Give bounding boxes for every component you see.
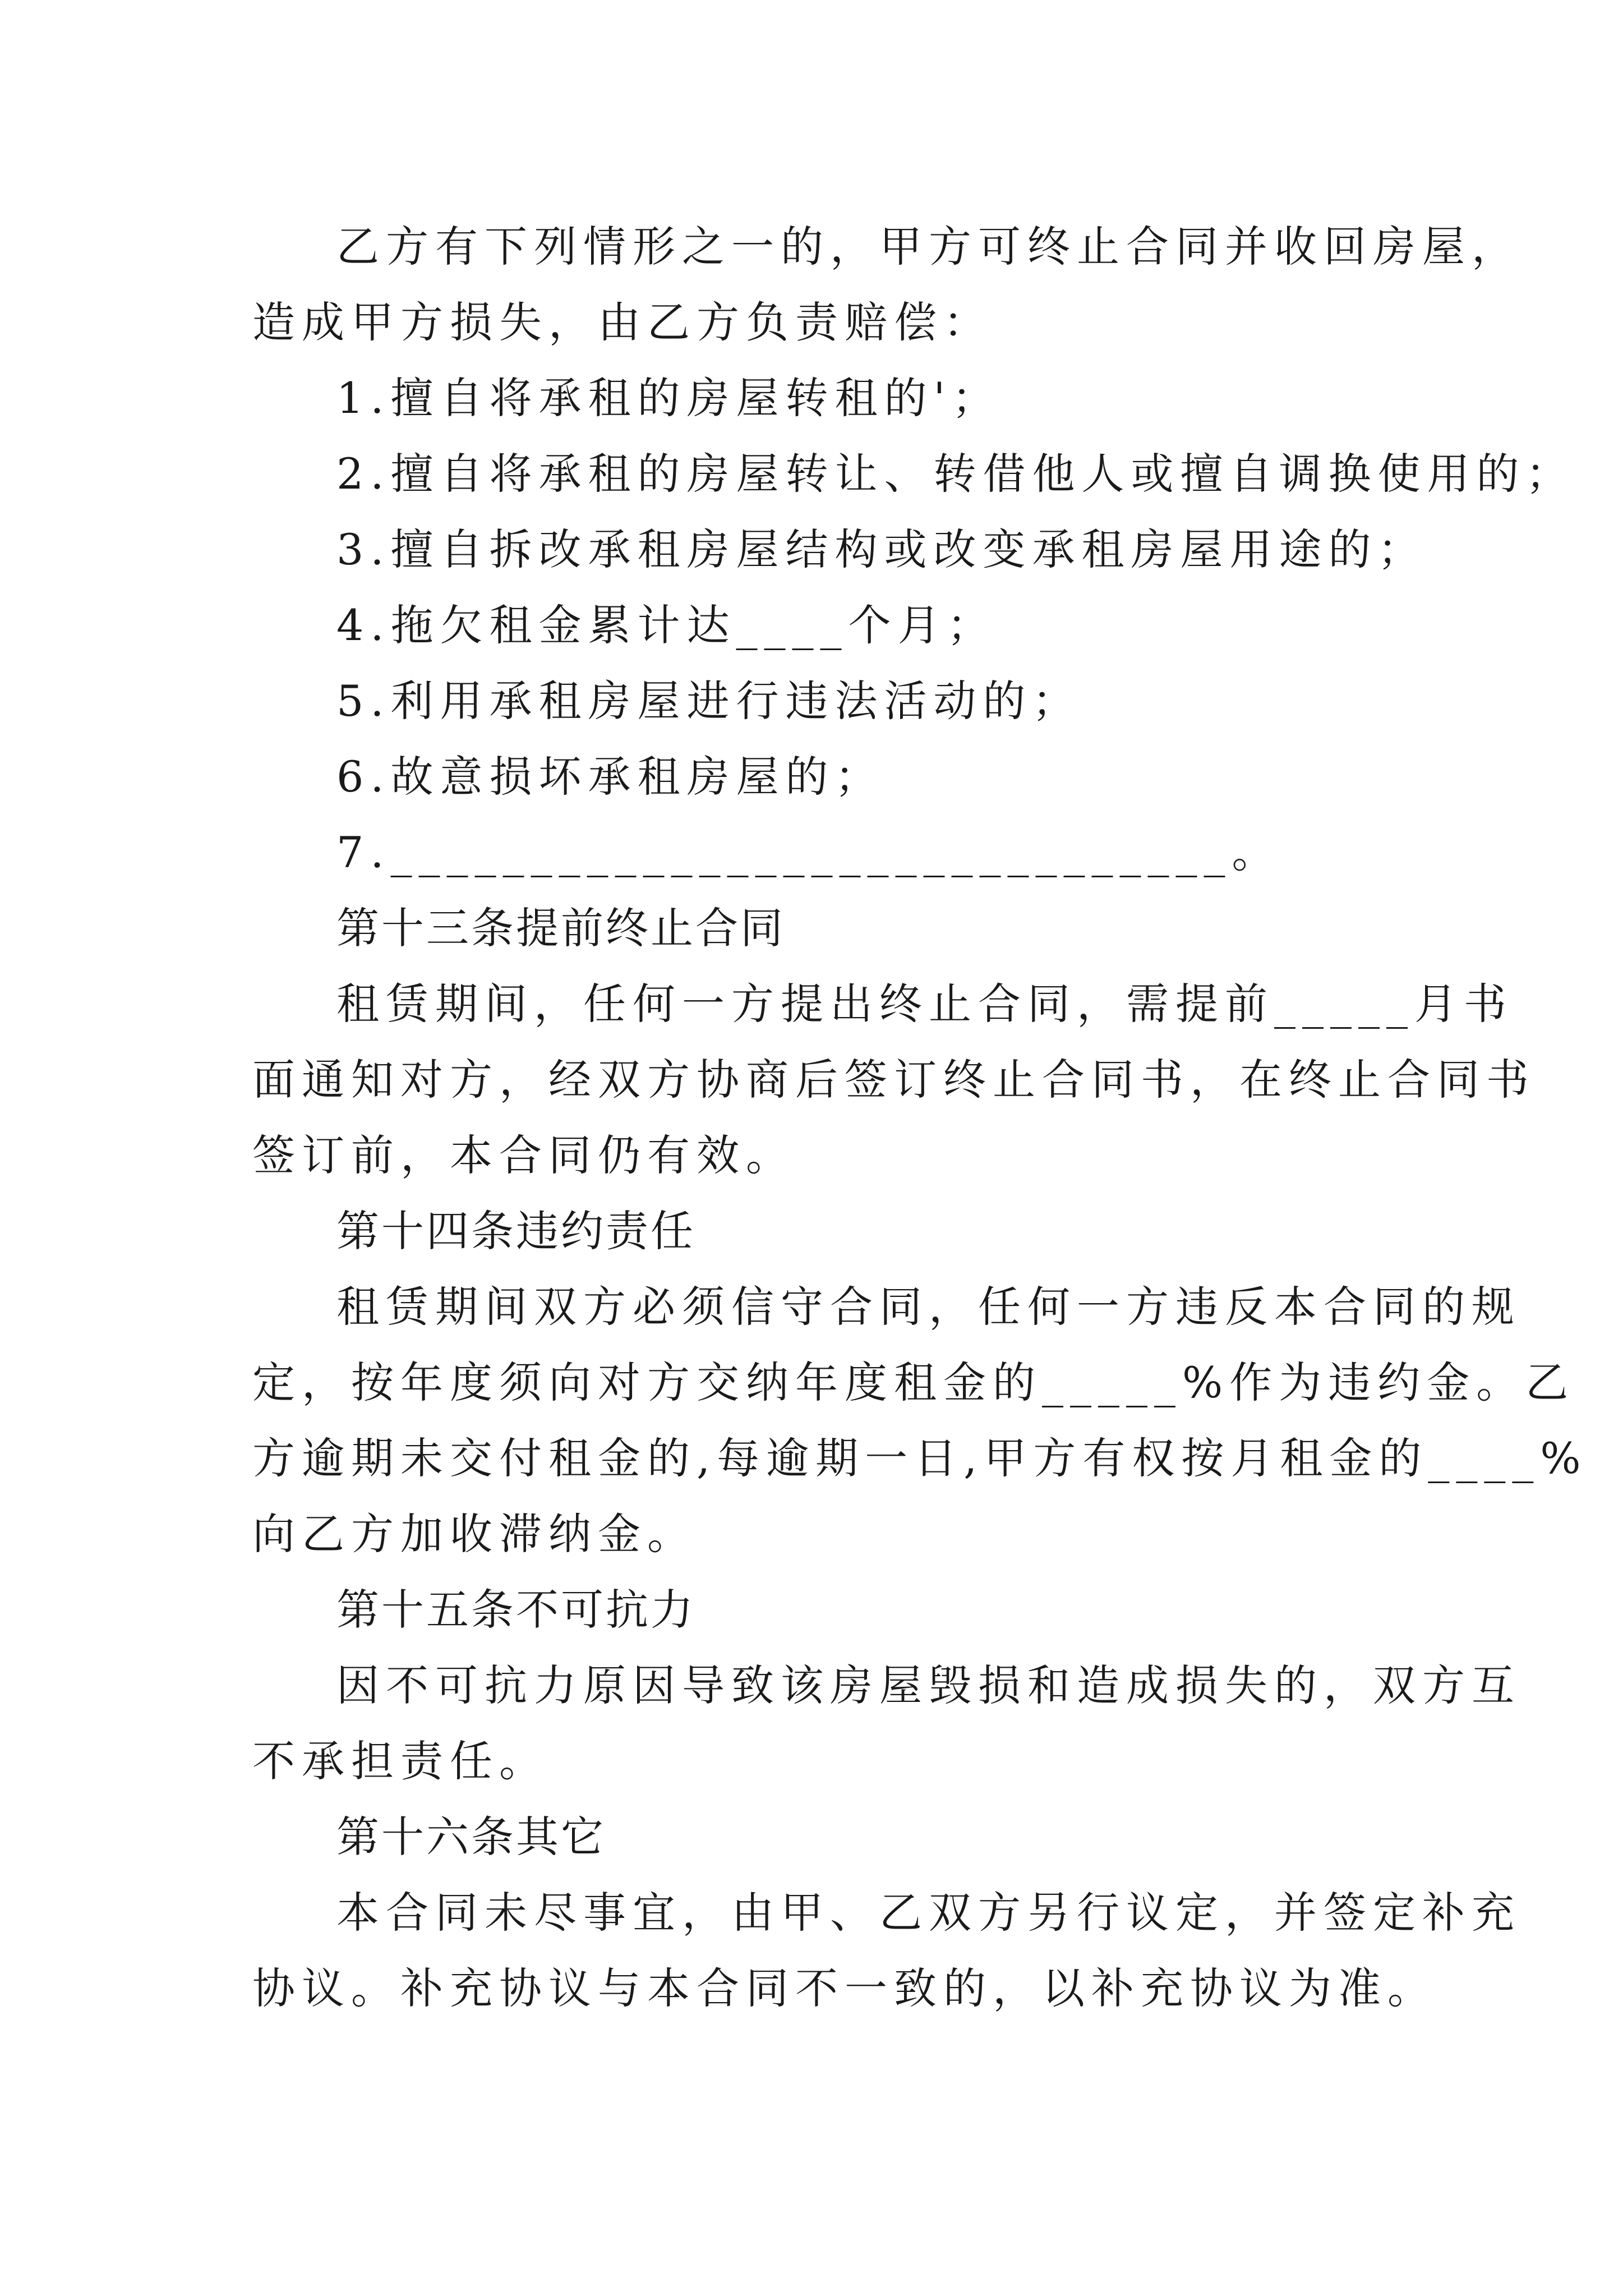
paragraph-line: 本合同未尽事宜，由甲、乙双方另行议定，并签定补充: [336, 1888, 1521, 1938]
paragraph-line: 因不可抗力原因导致该房屋毁损和造成损失的，双方互: [336, 1660, 1521, 1710]
list-item: 1.擅自将承租的房屋转租的'；: [336, 373, 1002, 423]
paragraph-line: 方逾期未交付租金的,每逾期一日,甲方有权按月租金的____%: [252, 1433, 1588, 1483]
paragraph-line: 乙方有下列情形之一的，甲方可终止合同并收回房屋，: [336, 222, 1521, 272]
list-item: 5.利用承租房屋进行违法活动的；: [336, 676, 1082, 726]
paragraph-line: 租赁期间，任何一方提出终止合同，需提前_____月书: [336, 979, 1513, 1029]
list-item: 4.拖欠租金累计达____个月；: [336, 600, 997, 650]
section-heading: 第十三条提前终止合同: [336, 903, 785, 953]
list-item: 3.擅自拆改承租房屋结构或改变承租房屋用途的；: [336, 524, 1427, 574]
list-item: 6.故意损坏承租房屋的；: [336, 752, 884, 802]
paragraph-line: 签订前，本合同仍有效。: [252, 1130, 795, 1180]
paragraph-line: 造成甲方损失，由乙方负责赔偿：: [252, 297, 993, 347]
section-heading: 第十六条其它: [336, 1812, 606, 1862]
paragraph-line: 面通知对方，经双方协商后签订终止合同书，在终止合同书: [252, 1055, 1536, 1105]
paragraph-line: 定，按年度须向对方交纳年度租金的_____%作为违约金。乙: [252, 1358, 1575, 1407]
paragraph-line: 不承担责任。: [252, 1736, 548, 1786]
list-item: 2.擅自将承租的房屋转让、转借他人或擅自调换使用的；: [336, 449, 1575, 499]
section-heading: 第十四条违约责任: [336, 1206, 695, 1256]
list-item: 7.______________________________。: [336, 827, 1281, 877]
paragraph-line: 租赁期间双方必须信守合同，任何一方违反本合同的规: [336, 1282, 1521, 1332]
section-heading: 第十五条不可抗力: [336, 1585, 695, 1635]
paragraph-line: 向乙方加收滞纳金。: [252, 1509, 697, 1559]
paragraph-line: 协议。补充协议与本合同不一致的，以补充协议为准。: [252, 1963, 1437, 2013]
